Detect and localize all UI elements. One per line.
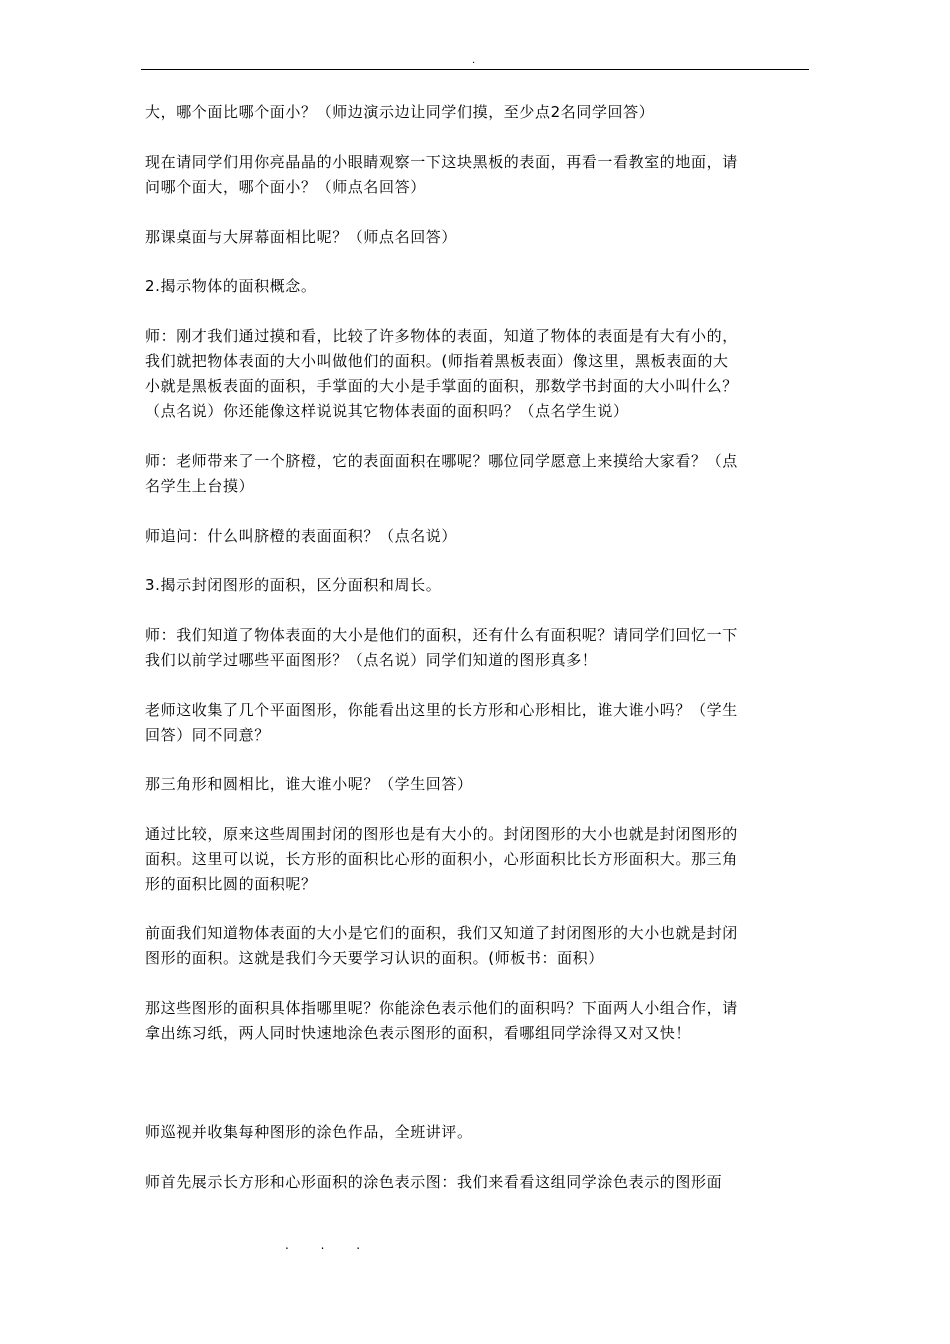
paragraph-line: 3.揭示封闭图形的面积，区分面积和周长。 [145,576,442,594]
paragraph [145,996,813,1046]
paragraph-line: 问哪个面大，哪个面小？（师点名回答） [145,178,426,196]
paragraph [145,921,813,971]
paragraph [145,150,813,200]
paragraph-line: 大，哪个面比哪个面小？（师边演示边让同学们摸，至少点2名同学回答） [145,103,655,121]
paragraph [145,449,813,499]
paragraph-line: 那这些图形的面积具体指哪里呢？你能涂色表示他们的面积吗？下面两人小组合作，请 [145,999,738,1017]
paragraph-line: 图形的面积。这就是我们今天要学习认识的面积。(师板书：面积） [145,949,604,967]
paragraph-line: 回答）同不同意？ [145,726,270,744]
paragraph [145,1170,813,1195]
paragraph [145,623,813,673]
footer-mark: . . . [285,1238,375,1252]
paragraph-line: 现在请同学们用你亮晶晶的小眼睛观察一下这块黑板的表面，再看一看教室的地面，请 [145,153,738,171]
paragraph-line: 我们以前学过哪些平面图形？（点名说）同学们知道的图形真多！ [145,651,598,669]
paragraph-line: 那课桌面与大屏幕面相比呢？（师点名回答） [145,228,458,246]
paragraph-line: 师首先展示长方形和心形面积的涂色表示图：我们来看看这组同学涂色表示的图形面 [145,1173,723,1191]
paragraph [145,698,813,748]
paragraph-line: 师：老师带来了一个脐橙，它的表面面积在哪呢？哪位同学愿意上来摸给大家看？（点 [145,452,738,470]
header-rule [141,69,809,70]
paragraph-line: 名学生上台摸） [145,477,255,495]
paragraph-line: 师：刚才我们通过摸和看，比较了许多物体的表面，知道了物体的表面是有大有小的， [145,327,738,345]
paragraph-line: 2.揭示物体的面积概念。 [145,277,317,295]
paragraph-line: 我们就把物体表面的大小叫做他们的面积。(师指着黑板表面）像这里，黑板表面的大 [145,352,729,370]
paragraph [145,1120,813,1145]
paragraph-line: 老师这收集了几个平面图形，你能看出这里的长方形和心形相比，谁大谁小吗？（学生 [145,701,738,719]
paragraph-line: 面积。这里可以说，长方形的面积比心形的面积小，心形面积比长方形面积大。那三角 [145,850,738,868]
paragraph [145,573,813,598]
paragraph-line: 师：我们知道了物体表面的大小是他们的面积，还有什么有面积呢？请同学们回忆一下 [145,626,738,644]
paragraph [145,100,813,125]
header-mark: . [472,55,476,66]
paragraph [145,324,813,424]
paragraph-line: 形的面积比圆的面积呢？ [145,875,317,893]
paragraph-line: 通过比较，原来这些周围封闭的图形也是有大小的。封闭图形的大小也就是封闭图形的 [145,825,738,843]
paragraph-line: 小就是黑板表面的面积，手掌面的大小是手掌面的面积，那数学书封面的大小叫什么？ [145,377,738,395]
paragraph-line: 师巡视并收集每种图形的涂色作品，全班讲评。 [145,1123,473,1141]
paragraph [145,274,813,299]
paragraph-line: 拿出练习纸，两人同时快速地涂色表示图形的面积，看哪组同学涂得又对又快！ [145,1024,692,1042]
paragraph [145,524,813,549]
paragraph-line: （点名说）你还能像这样说说其它物体表面的面积吗？（点名学生说） [145,402,629,420]
paragraph [145,822,813,897]
paragraph-line: 前面我们知道物体表面的大小是它们的面积，我们又知道了封闭图形的大小也就是封闭 [145,924,738,942]
paragraph [145,225,813,250]
paragraph [145,772,813,797]
paragraph-line: 那三角形和圆相比，谁大谁小呢？（学生回答） [145,775,473,793]
paragraph-line: 师追问：什么叫脐橙的表面面积？（点名说） [145,527,458,545]
